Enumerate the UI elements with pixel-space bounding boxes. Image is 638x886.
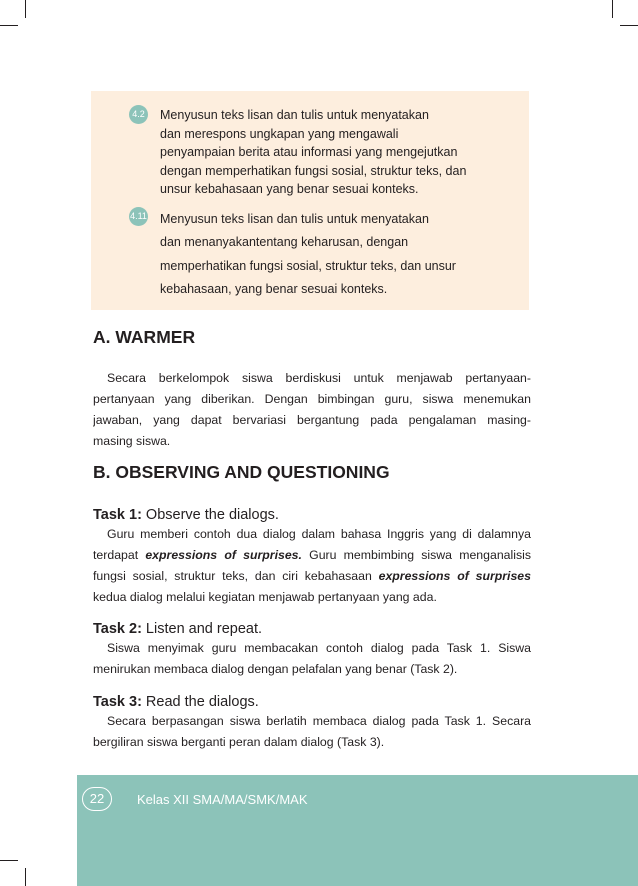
competency-text: Menyusun teks lisan dan tulis untuk menyatakan dan menanyakantentang keharusan, dengan memperhatikan fungsi sosial, struktur teks, dan unsur kebahasaan, yang benar sesuai konteks. [160, 212, 456, 296]
task-title: Task 1: Observe the dialogs. [93, 507, 279, 523]
task-paragraph: Secara berpasangan siswa berlatih membaca dialog pada Task 1. Secara bergiliran siswa berganti peran dalam dialog (Task 3). [93, 714, 531, 749]
warmer-paragraph: Secara berkelompok siswa berdiskusi untuk menjawab pertanyaan- pertanyaan yang diberikan. Dengan bimbingan guru, siswa menemukan jawaban, yang dapat bervariasi bergantung pada pengalaman masing- masing siswa. [93, 371, 531, 448]
task-paragraph: Siswa menyimak guru membacakan contoh dialog pada Task 1. Siswa menirukan membaca dialog dengan pelafalan yang benar (Task 2). [93, 641, 531, 676]
competency-text: Menyusun teks lisan dan tulis untuk menyatakan dan merespons ungkapan yang mengawali penyampaian berita atau informasi yang mengejutkan dengan memperhatikan fungsi sosial, struktur teks, dan unsur kebahasaan yang benar sesuai konteks. [160, 108, 467, 196]
task-title: Task 3: Read the dialogs. [93, 694, 259, 710]
competency-box [91, 91, 529, 310]
task-title: Task 2: Listen and repeat. [93, 621, 263, 637]
crop-mark [25, 868, 26, 886]
task-paragraph: Guru memberi contoh dua dialog dalam bahasa Inggris yang di dalamnya terdapat expressions of surprises. Guru membimbing siswa menganalisis fungsi sosial, struktur teks, dan ciri kebahasaan expressions of surprises kedua dialog melalui kegiatan menjawab pertanyaan yang ada. [93, 527, 531, 604]
page-number: 22 [82, 787, 112, 811]
competency-code-badge: 4.11 [129, 207, 148, 226]
crop-mark [0, 25, 18, 26]
crop-mark [612, 0, 613, 18]
crop-mark [0, 860, 18, 861]
competency-code-badge: 4.2 [129, 105, 148, 124]
section-heading: A. WARMER [93, 327, 196, 347]
footer-title: Kelas XII SMA/MA/SMK/MAK [137, 792, 308, 807]
section-heading: B. OBSERVING AND QUESTIONING [93, 462, 390, 482]
crop-mark [620, 25, 638, 26]
crop-mark [25, 0, 26, 18]
